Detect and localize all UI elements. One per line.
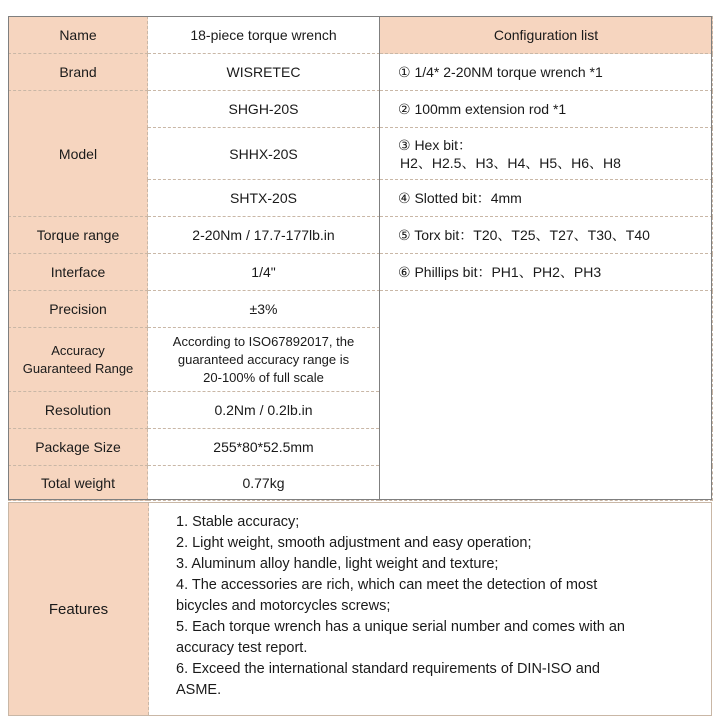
feature-line: 3. Aluminum alloy handle, light weight and texture; xyxy=(176,556,499,572)
precision-value: ±3% xyxy=(148,291,380,328)
precision-label: Precision xyxy=(9,291,148,328)
accuracy-value-line3: 20-100% of full scale xyxy=(203,369,324,385)
feature-line: 2. Light weight, smooth adjustment and easy operation; xyxy=(176,535,532,551)
config-empty-area xyxy=(380,291,713,501)
config-title: Configuration list xyxy=(380,17,713,54)
config-item-3-title: ③ Hex bit： xyxy=(398,136,473,153)
features-label: Features xyxy=(9,503,149,715)
brand-label: Brand xyxy=(9,54,148,91)
brand-value: WISRETEC xyxy=(148,54,380,91)
accuracy-label xyxy=(9,328,148,392)
interface-label: Interface xyxy=(9,254,148,291)
package-size-value: 255*80*52.5mm xyxy=(148,429,380,466)
accuracy-value xyxy=(148,328,380,392)
table-row xyxy=(9,291,713,328)
config-item-6: ⑥ Phillips bit：PH1、PH2、PH3 xyxy=(380,254,713,291)
name-value: 18-piece torque wrench xyxy=(148,17,380,54)
total-weight-label: Total weight xyxy=(9,466,148,501)
total-weight-value: 0.77kg xyxy=(148,466,380,501)
table-row xyxy=(9,91,713,128)
torque-range-value: 2-20Nm / 17.7-177lb.in xyxy=(148,217,380,254)
table-row xyxy=(9,17,713,54)
accuracy-label-line2: Guaranteed Range xyxy=(22,360,134,376)
features-text xyxy=(149,503,711,715)
feature-line: accuracy test report. xyxy=(176,640,308,656)
model-value-2: SHHX-20S xyxy=(148,128,380,180)
accuracy-value-line2: guaranteed accuracy range is xyxy=(177,351,350,367)
spec-table xyxy=(8,16,713,501)
config-item-3 xyxy=(380,128,713,180)
resolution-value: 0.2Nm / 0.2lb.in xyxy=(148,392,380,429)
config-item-5: ⑤ Torx bit：T20、T25、T27、T30、T40 xyxy=(380,217,713,254)
feature-line: 5. Each torque wrench has a unique serial number and comes with an xyxy=(176,619,625,635)
feature-line: 6. Exceed the international standard requirements of DIN-ISO and xyxy=(176,661,600,677)
torque-range-label: Torque range xyxy=(9,217,148,254)
config-item-3-detail: H2、H2.5、H3、H4、H5、H6、H8 xyxy=(400,154,621,171)
accuracy-value-line1: According to ISO67892017, the xyxy=(172,333,355,349)
table-row xyxy=(9,254,713,291)
feature-line: ASME. xyxy=(176,682,222,698)
feature-line: 1. Stable accuracy; xyxy=(176,514,300,530)
feature-line: 4. The accessories are rich, which can meet the detection of most xyxy=(176,577,598,593)
accuracy-label-line1: Accuracy xyxy=(51,342,105,358)
column-divider xyxy=(379,16,380,500)
name-label: Name xyxy=(9,17,148,54)
config-item-4: ④ Slotted bit：4mm xyxy=(380,180,713,217)
interface-value: 1/4" xyxy=(148,254,380,291)
table-row xyxy=(9,217,713,254)
features-section xyxy=(8,502,712,716)
feature-line: bicycles and motorcycles screws; xyxy=(176,598,391,614)
model-label: Model xyxy=(9,91,148,217)
package-size-label: Package Size xyxy=(9,429,148,466)
model-value-3: SHTX-20S xyxy=(148,180,380,217)
resolution-label: Resolution xyxy=(9,392,148,429)
config-item-1: ① 1/4* 2-20NM torque wrench *1 xyxy=(380,54,713,91)
config-item-2: ② 100mm extension rod *1 xyxy=(380,91,713,128)
model-value-1: SHGH-20S xyxy=(148,91,380,128)
table-row xyxy=(9,54,713,91)
